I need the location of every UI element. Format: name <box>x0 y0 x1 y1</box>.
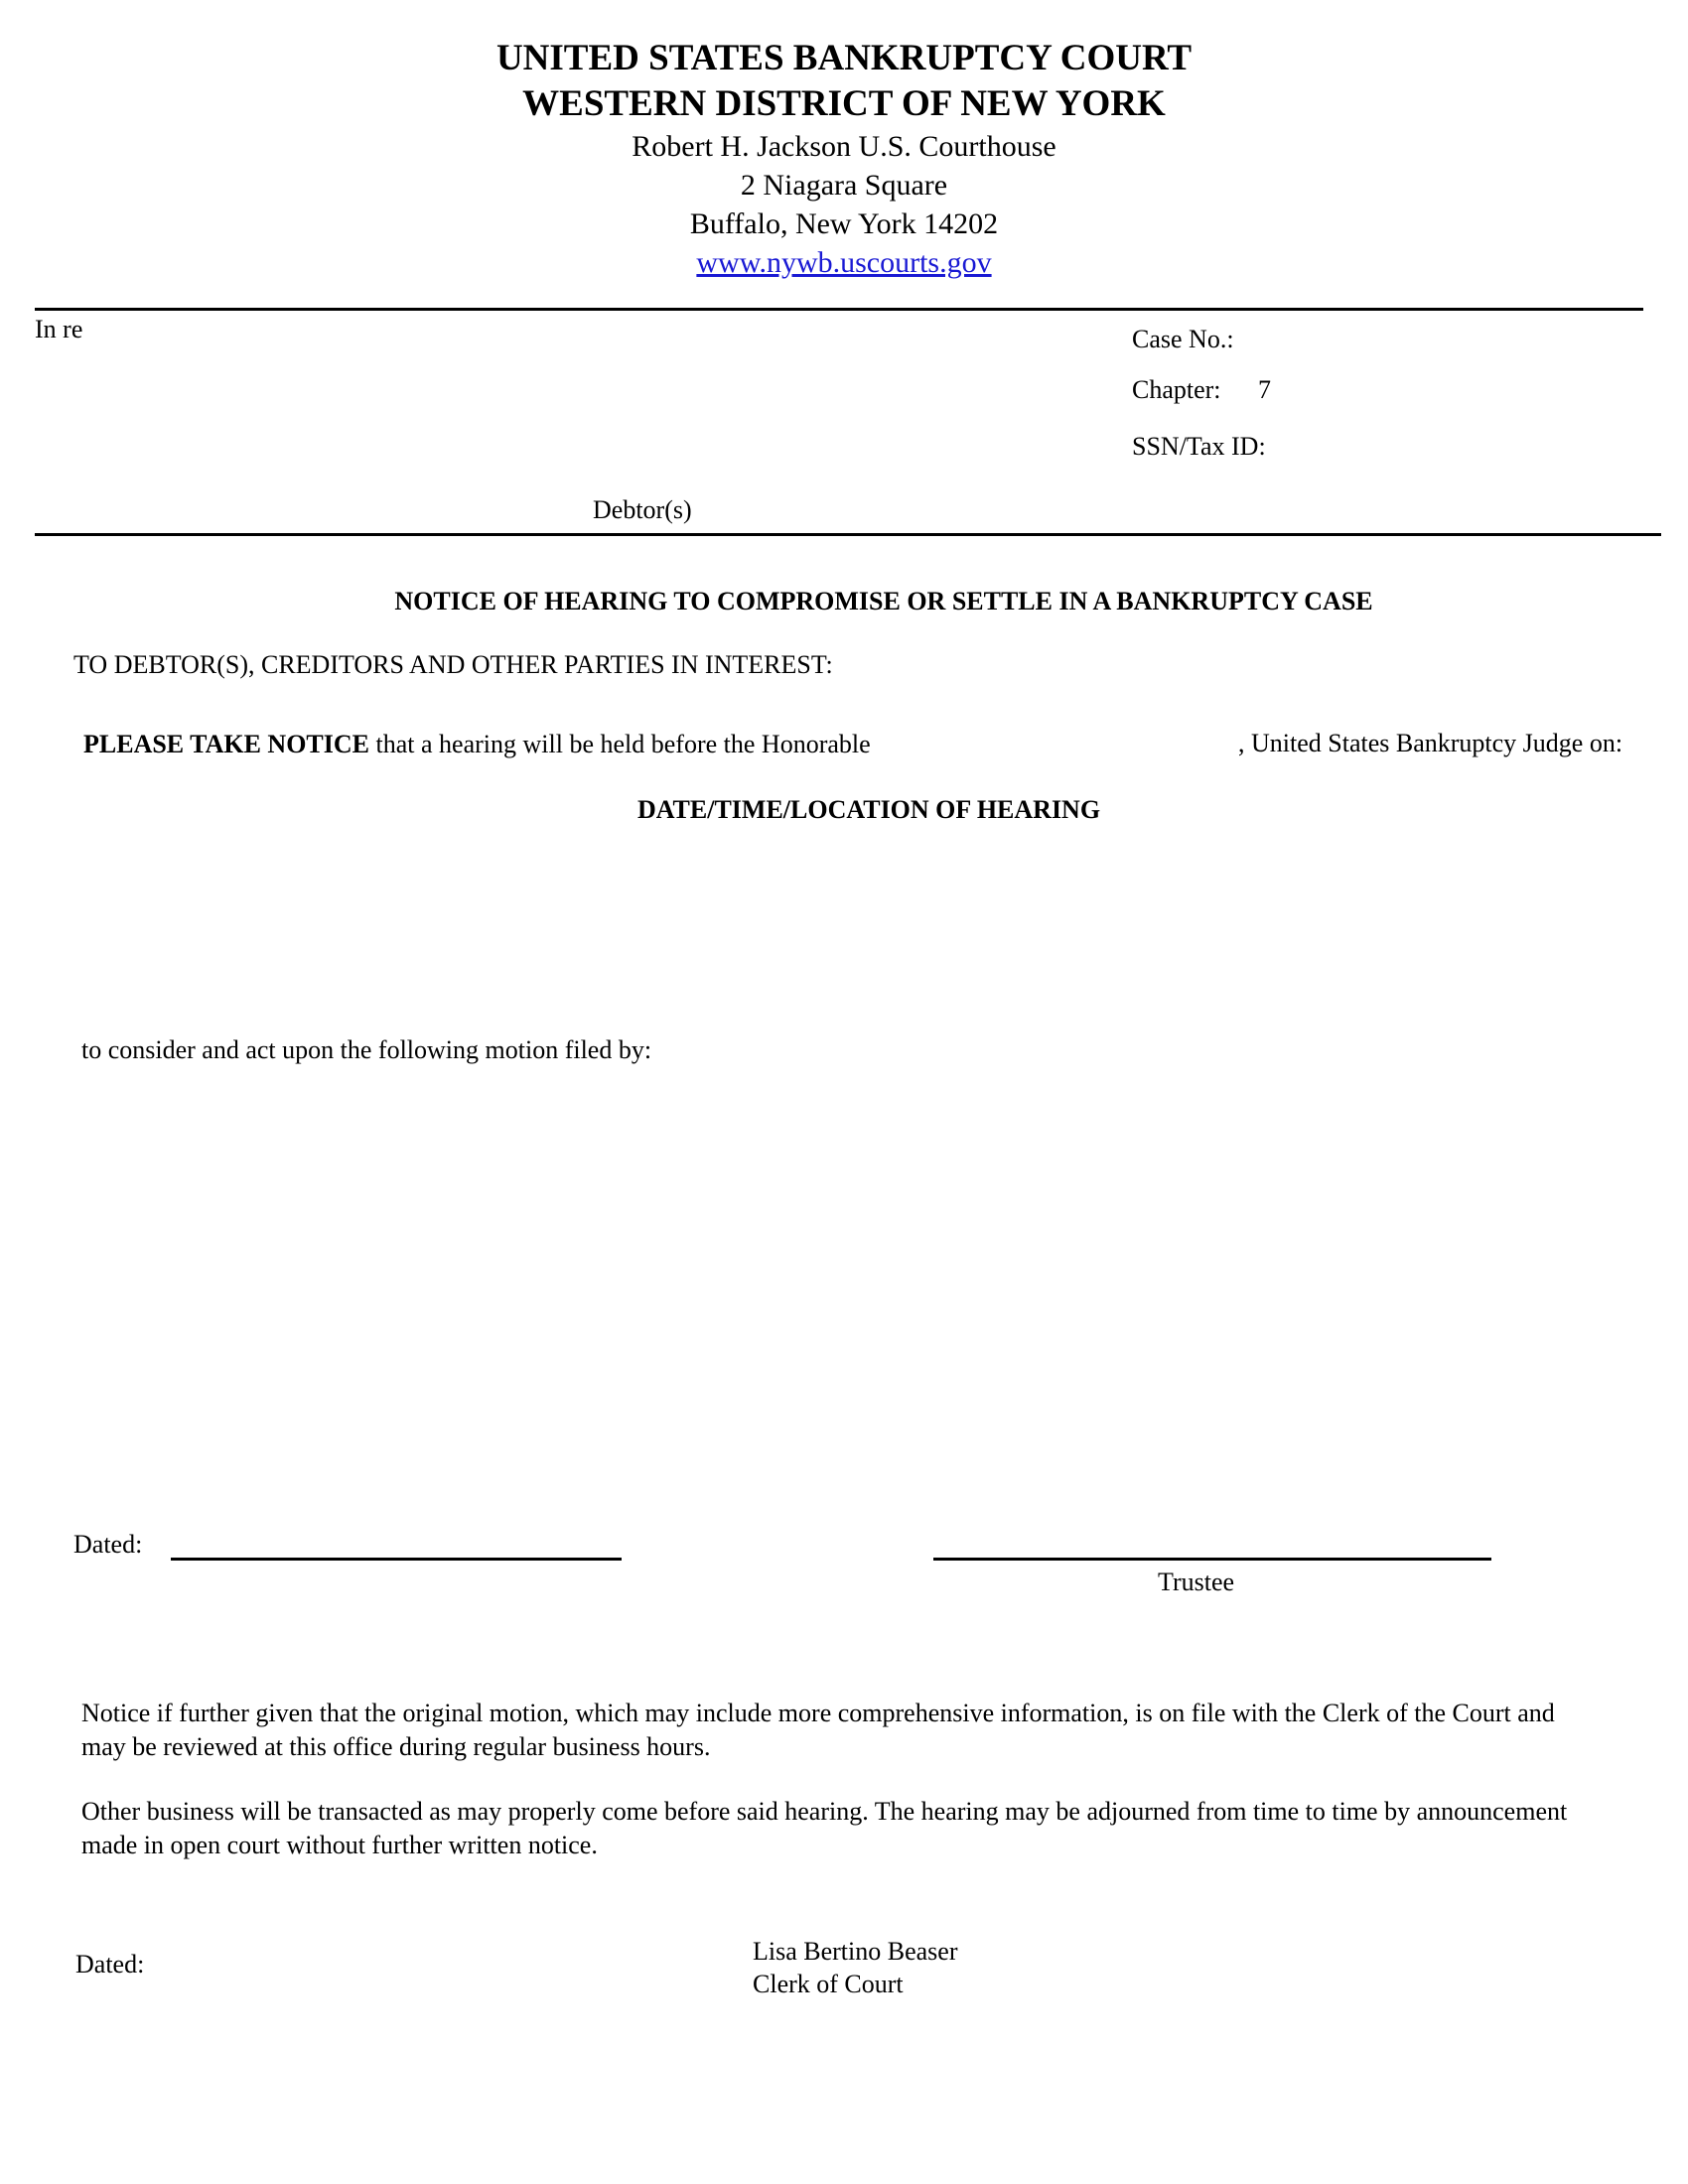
judge-suffix: , United States Bankruptcy Judge on: <box>1238 729 1623 757</box>
chapter-label: Chapter: <box>1132 375 1221 404</box>
trustee-label: Trustee <box>1158 1568 1235 1596</box>
in-re-label: In re <box>35 315 83 343</box>
clerk-name: Lisa Bertino Beaser <box>753 1937 958 1966</box>
ssn-tax-id-label: SSN/Tax ID: <box>1132 432 1266 461</box>
footer-paragraph-1: Notice if further given that the original motion, which may include more comprehensive information, is on file with the Clerk of the Court and may be reviewed at this office during regular business hours. <box>81 1699 1555 1761</box>
footer-dated-label: Dated: <box>75 1950 145 1979</box>
dated-label: Dated: <box>73 1530 143 1559</box>
address-line-3: Buffalo, New York 14202 <box>689 207 999 240</box>
chapter-value: 7 <box>1258 375 1271 404</box>
please-take-notice: PLEASE TAKE NOTICE <box>83 730 370 758</box>
consider-text: to consider and act upon the following motion filed by: <box>81 1035 652 1064</box>
case-no-label: Case No.: <box>1132 325 1234 353</box>
address-line-2: 2 Niagara Square <box>740 169 948 202</box>
addressee-line: TO DEBTOR(S), CREDITORS AND OTHER PARTIES IN INTEREST: <box>73 650 833 679</box>
court-website-link[interactable]: www.nywb.uscourts.gov <box>696 246 992 279</box>
district-name: WESTERN DISTRICT OF NEW YORK <box>522 83 1166 124</box>
notice-sentence <box>83 729 871 760</box>
clerk-title: Clerk of Court <box>753 1970 904 1998</box>
hearing-text: that a hearing will be held before the Honorable <box>369 730 871 758</box>
debtors-label: Debtor(s) <box>593 495 692 524</box>
trustee-signature-line <box>933 1558 1491 1561</box>
court-name: UNITED STATES BANKRUPTCY COURT <box>495 38 1193 78</box>
dated-signature-line <box>171 1558 622 1561</box>
notice-title: NOTICE OF HEARING TO COMPROMISE OR SETTLE IN A BANKRUPTCY CASE <box>394 587 1373 615</box>
caption-bottom-rule <box>35 533 1661 536</box>
caption-top-rule <box>35 308 1643 311</box>
hearing-heading: DATE/TIME/LOCATION OF HEARING <box>636 795 1101 824</box>
footer-paragraph-2: Other business will be transacted as may properly come before said hearing. The hearing may be adjourned from time to time by announcement made in open court without further written notice. <box>81 1797 1568 1859</box>
address-line-1: Robert H. Jackson U.S. Courthouse <box>632 130 1056 163</box>
